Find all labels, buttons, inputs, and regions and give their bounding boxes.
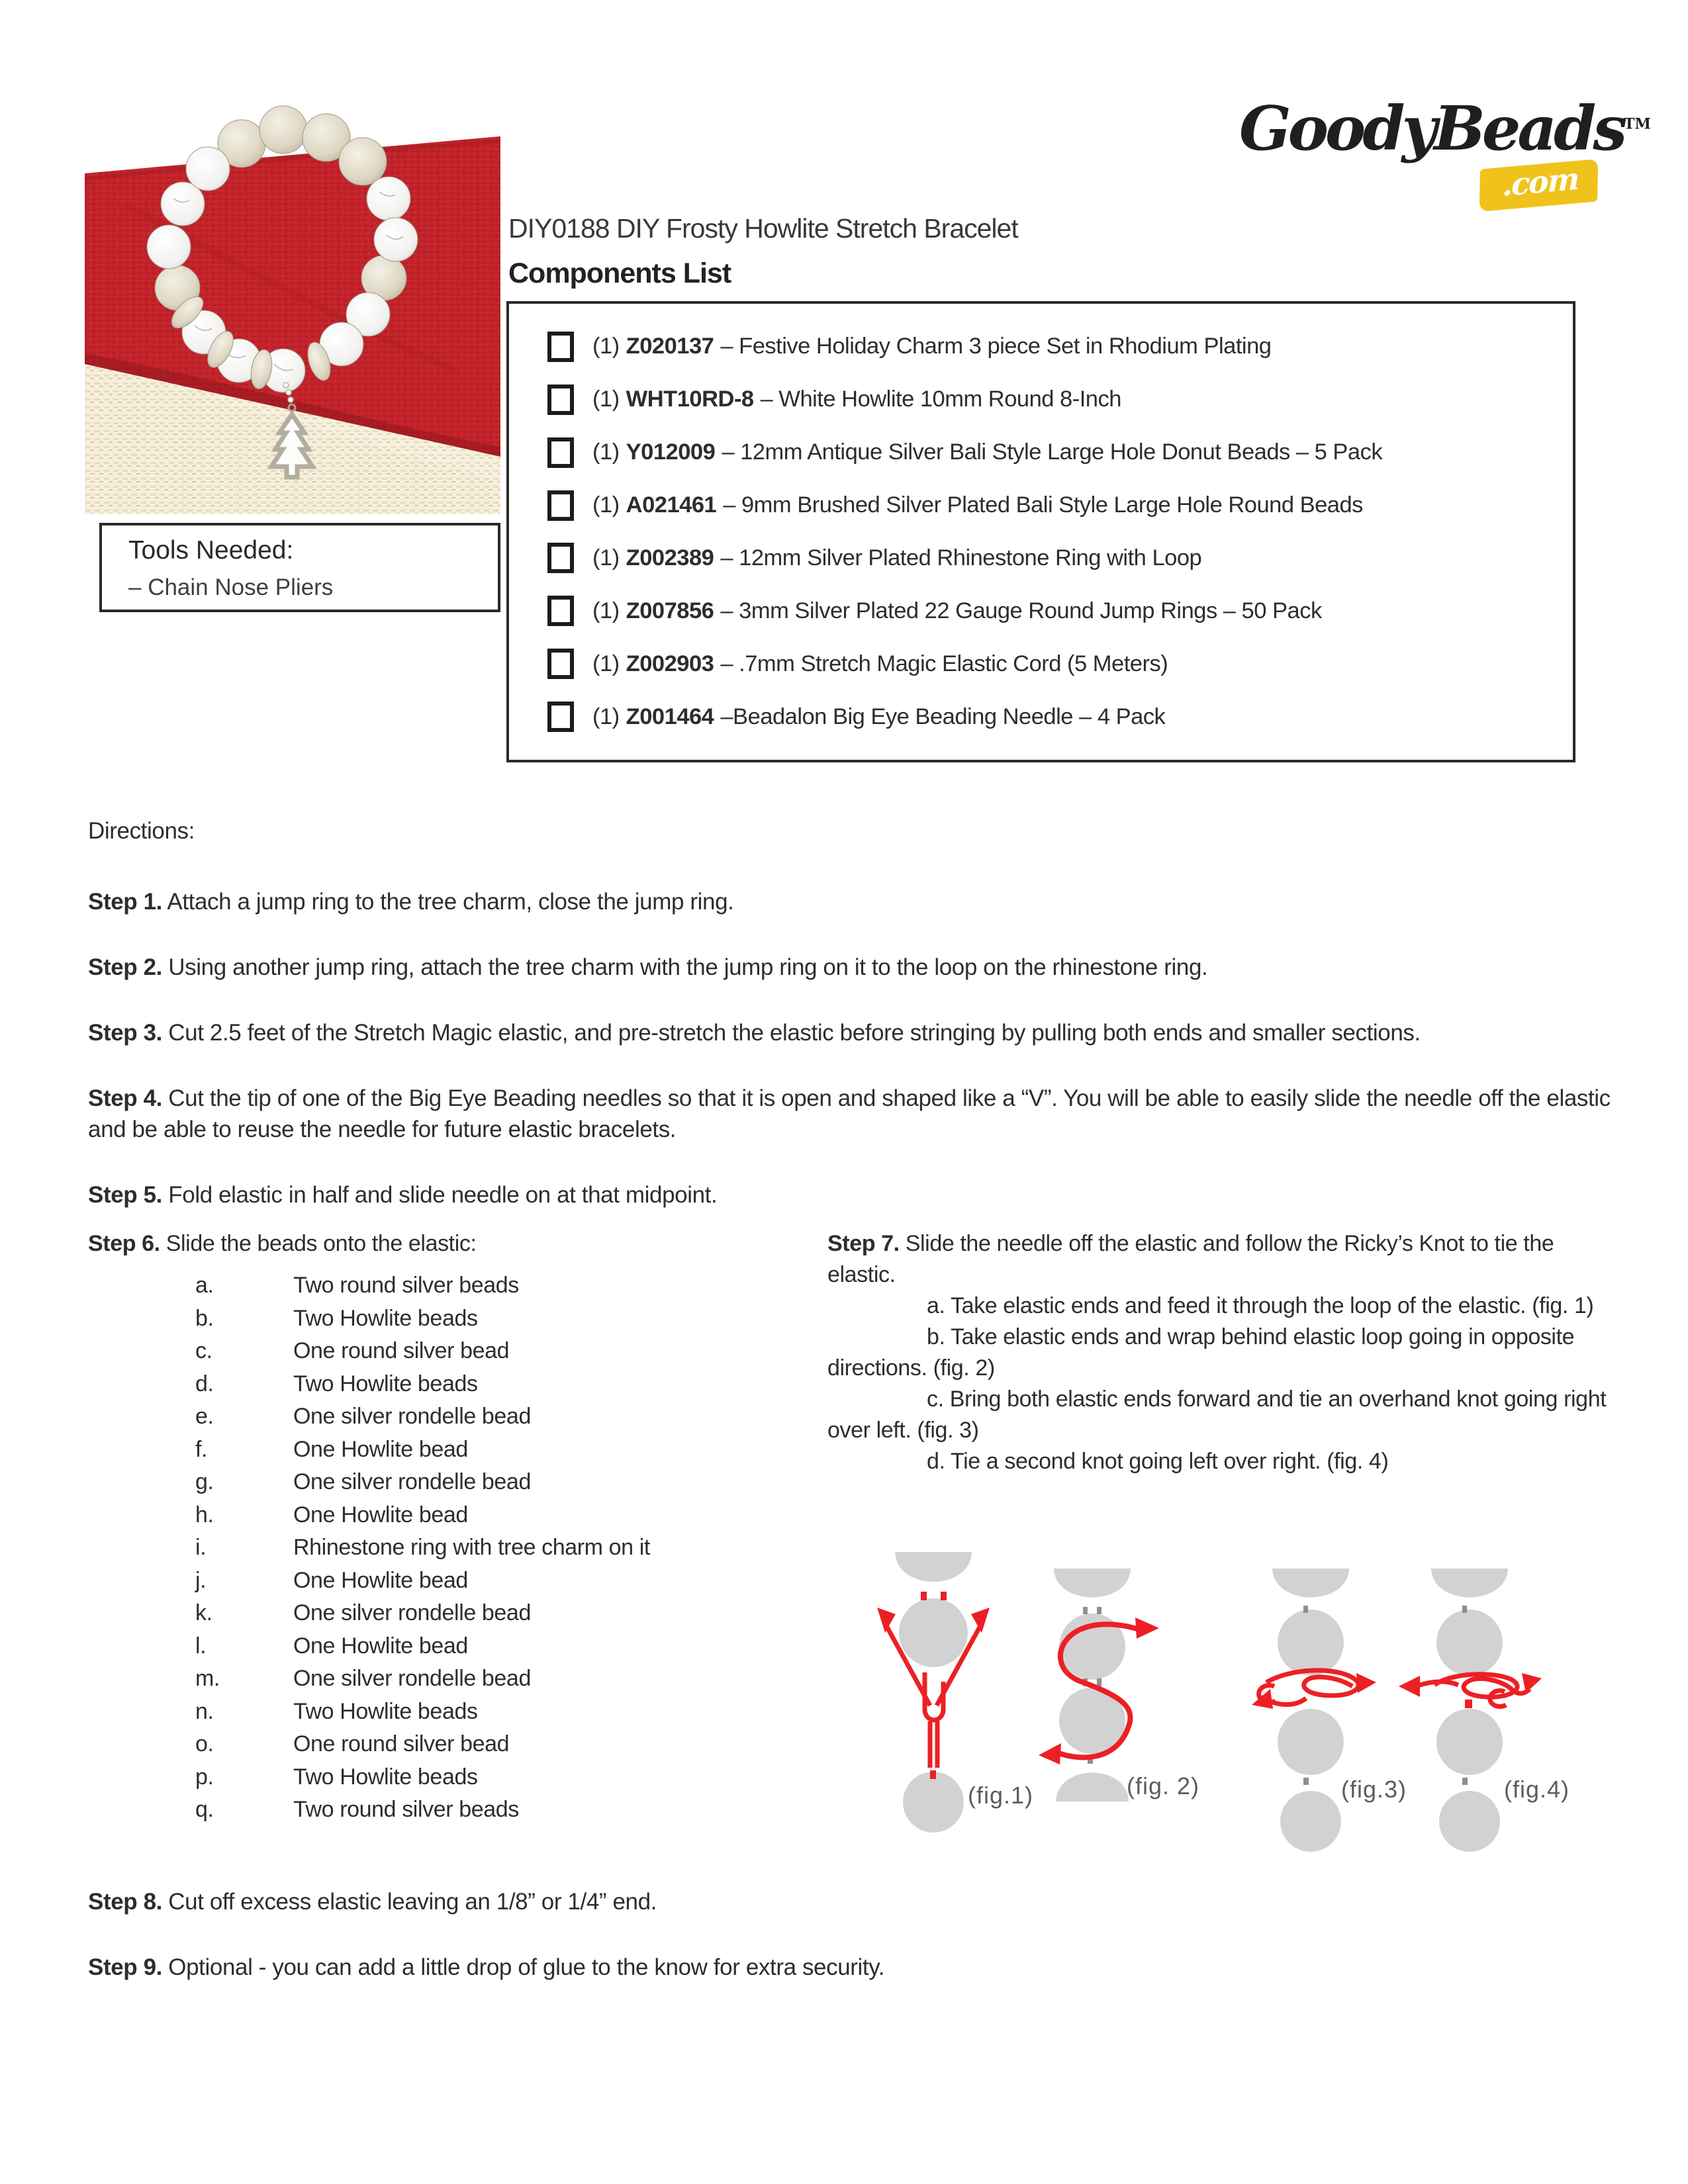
component-checkbox[interactable] [547, 490, 574, 521]
figure-2-diagram [1016, 1569, 1168, 1853]
list-item: One Howlite bead [293, 1436, 468, 1462]
list-letter: d. [195, 1371, 214, 1396]
components-list-box [506, 301, 1575, 762]
figure-4-label: (fig.4) [1504, 1776, 1570, 1803]
component-checkbox[interactable] [547, 596, 574, 626]
step-7-sub-c: c. Bring both elastic ends forward and tie an overhand knot going right over left. (fig. 3) [827, 1387, 1607, 1443]
step-text: Optional - you can add a little drop of glue to the know for extra security. [168, 1954, 885, 1980]
component-desc: – .7mm Stretch Magic Elastic Cord (5 Meters) [720, 651, 1168, 676]
list-letter: b. [195, 1305, 214, 1331]
component-row [547, 437, 1560, 468]
step-label: Step 3. [88, 1020, 162, 1046]
step-text: Slide the needle off the elastic and follow the Ricky’s Knot to tie the elastic. [827, 1231, 1554, 1287]
step-4 [88, 1083, 1611, 1145]
component-row [547, 649, 1560, 679]
components-heading: Components List [508, 257, 731, 289]
component-desc: – 12mm Silver Plated Rhinestone Ring with Loop [720, 545, 1202, 570]
figure-3 [1235, 1569, 1387, 1853]
list-letter: g. [195, 1469, 214, 1494]
component-code: Z002389 [626, 545, 714, 570]
closing-steps [88, 1886, 1213, 1983]
component-checkbox[interactable] [547, 385, 574, 415]
step-label: Step 8. [88, 1889, 162, 1915]
directions-section [88, 815, 1611, 1210]
brand-logo [1239, 93, 1651, 225]
figure-1-label: (fig.1) [968, 1782, 1034, 1809]
list-letter: j. [195, 1567, 207, 1593]
list-item: Rhinestone ring with tree charm on it [293, 1535, 650, 1560]
tools-item: – Chain Nose Pliers [128, 574, 334, 600]
step-6-bead-list [195, 1269, 816, 1827]
component-qty: (1) [592, 545, 620, 570]
component-code: Z002903 [626, 651, 714, 676]
list-item: One silver rondelle bead [293, 1404, 531, 1429]
list-item: Two Howlite beads [293, 1698, 478, 1724]
step-label: Step 5. [88, 1182, 162, 1208]
step-8 [88, 1886, 1213, 1917]
list-letter: f. [195, 1436, 208, 1462]
figure-4-diagram [1393, 1569, 1546, 1853]
list-item: Two round silver beads [293, 1273, 519, 1298]
step-label: Step 7. [827, 1231, 900, 1256]
step-label: Step 6. [88, 1231, 160, 1256]
component-qty: (1) [592, 334, 620, 359]
step-6 [88, 1228, 816, 1259]
list-item: One silver rondelle bead [293, 1666, 531, 1691]
component-code: A021461 [626, 492, 717, 518]
component-qty: (1) [592, 439, 620, 465]
list-letter: k. [195, 1600, 212, 1625]
component-code: Z001464 [626, 704, 714, 729]
list-letter: h. [195, 1502, 214, 1527]
list-letter: n. [195, 1698, 214, 1724]
step-text: Cut the tip of one of the Big Eye Beading needles so that it is open and shaped like a “V”. You will be able to easily slide the needle off the elastic and be able to reuse the needle for future elastic bracelets. [88, 1085, 1611, 1142]
list-letter: i. [195, 1535, 207, 1560]
list-item: One Howlite bead [293, 1633, 468, 1659]
step-text: Cut 2.5 feet of the Stretch Magic elastic, and pre-stretch the elastic before stringing by pulling both ends and smaller sections. [168, 1020, 1421, 1046]
step-text: Attach a jump ring to the tree charm, close the jump ring. [167, 889, 734, 915]
step-label: Step 4. [88, 1085, 162, 1111]
figure-2-label: (fig. 2) [1127, 1772, 1200, 1799]
component-qty: (1) [592, 387, 620, 412]
step-text: Fold elastic in half and slide needle on at that midpoint. [168, 1182, 718, 1208]
brand-logo-wordmark [1239, 93, 1651, 164]
header [508, 213, 1018, 290]
list-item: One round silver bead [293, 1731, 510, 1756]
step-1 [88, 886, 1611, 917]
component-checkbox[interactable] [547, 649, 574, 679]
component-desc: – Festive Holiday Charm 3 piece Set in Rhodium Plating [720, 334, 1272, 359]
bracelet-photo-illustration [85, 86, 500, 514]
step-7-sub-d: d. Tie a second knot going left over right. (fig. 4) [927, 1449, 1389, 1474]
brand-name: GoodyBeads [1239, 93, 1624, 164]
component-code: Z020137 [626, 334, 714, 359]
step-text: Cut off excess elastic leaving an 1/8” or 1/4” end. [168, 1889, 657, 1915]
component-desc: –Beadalon Big Eye Beading Needle – 4 Pack [720, 704, 1166, 729]
step-7-sub-a: a. Take elastic ends and feed it through the loop of the elastic. (fig. 1) [927, 1293, 1594, 1318]
directions-heading: Directions: [88, 818, 195, 844]
list-letter: m. [195, 1666, 220, 1691]
list-item: One Howlite bead [293, 1502, 468, 1527]
component-qty: (1) [592, 492, 620, 518]
step-label: Step 1. [88, 889, 162, 915]
component-code: Z007856 [626, 598, 714, 623]
list-item: Two Howlite beads [293, 1764, 478, 1790]
list-item: One round silver bead [293, 1338, 510, 1363]
step-7 [827, 1228, 1609, 1291]
step-7-sub-b: b. Take elastic ends and wrap behind elastic loop going in opposite directions. (fig. 2) [827, 1324, 1575, 1381]
list-letter: e. [195, 1404, 214, 1429]
tools-heading: Tools Needed: [128, 536, 294, 565]
step-7-section [827, 1228, 1609, 1477]
step-2 [88, 952, 1611, 983]
component-qty: (1) [592, 651, 620, 676]
list-item: Two Howlite beads [293, 1371, 478, 1396]
component-desc: – 9mm Brushed Silver Plated Bali Style Large Hole Round Beads [723, 492, 1363, 518]
figure-3-label: (fig.3) [1341, 1776, 1407, 1803]
component-code: WHT10RD-8 [626, 387, 754, 412]
component-row [547, 385, 1560, 415]
list-item: Two round silver beads [293, 1797, 519, 1822]
component-row [547, 543, 1560, 573]
component-desc: – 12mm Antique Silver Bali Style Large Hole Donut Beads – 5 Pack [722, 439, 1383, 465]
figure-4 [1393, 1569, 1546, 1853]
tools-needed-box [99, 523, 500, 612]
list-letter: p. [195, 1764, 214, 1790]
component-desc: – 3mm Silver Plated 22 Gauge Round Jump Rings – 50 Pack [720, 598, 1322, 623]
component-code: Y012009 [626, 439, 716, 465]
list-letter: c. [195, 1338, 212, 1363]
list-item: One silver rondelle bead [293, 1469, 531, 1494]
list-item: One silver rondelle bead [293, 1600, 531, 1625]
component-desc: – White Howlite 10mm Round 8-Inch [760, 387, 1121, 412]
step-label: Step 2. [88, 954, 162, 980]
figure-2 [1016, 1569, 1168, 1853]
list-item: Two Howlite beads [293, 1305, 478, 1331]
component-row [547, 332, 1560, 362]
figure-3-diagram [1235, 1569, 1387, 1853]
step-6-section [88, 1228, 816, 1827]
component-checkbox[interactable] [547, 332, 574, 362]
component-qty: (1) [592, 598, 620, 623]
step-9 [88, 1952, 1213, 1983]
product-photo [85, 86, 500, 514]
page-title: DIY0188 DIY Frosty Howlite Stretch Bracelet [508, 213, 1018, 244]
component-row [547, 596, 1560, 626]
list-letter: a. [195, 1273, 214, 1298]
component-qty: (1) [592, 704, 620, 729]
component-checkbox[interactable] [547, 702, 574, 732]
component-row [547, 490, 1560, 521]
list-item: One Howlite bead [293, 1567, 468, 1593]
component-checkbox[interactable] [547, 437, 574, 468]
brand-logo-domain-flag: .com [1479, 159, 1598, 212]
step-label: Step 9. [88, 1954, 162, 1980]
component-row [547, 702, 1560, 732]
component-checkbox[interactable] [547, 543, 574, 573]
step-3 [88, 1017, 1611, 1048]
step-text: Using another jump ring, attach the tree charm with the jump ring on it to the loop on the rhinestone ring. [168, 954, 1208, 980]
list-letter: o. [195, 1731, 214, 1756]
step-5 [88, 1179, 1611, 1210]
list-letter: q. [195, 1797, 214, 1822]
trademark-symbol: TM [1624, 115, 1651, 133]
list-letter: l. [195, 1633, 207, 1659]
step-text: Slide the beads onto the elastic: [165, 1231, 477, 1256]
